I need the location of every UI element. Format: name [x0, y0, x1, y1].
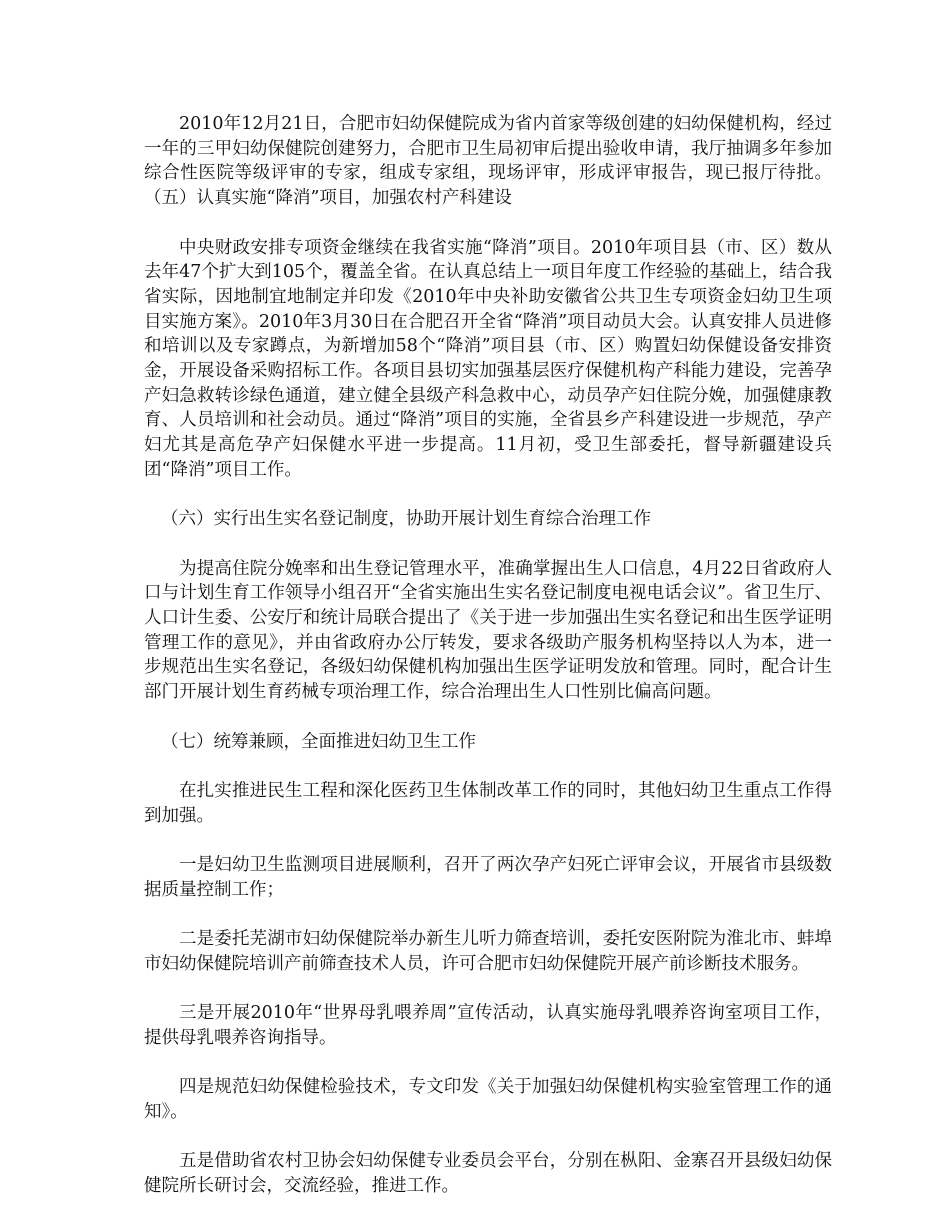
paragraph-jiangxiao-project: 中央财政安排专项资金继续在我省实施“降消”项目。2010年项目县（市、区）数从去年47个扩大到105个，覆盖全省。在认真总结上一项目年度工作经验的基础上，结合我省实际，因地制宜地制定并印发《2010年中央补助安徽省公共卫生专项资金妇幼卫生项目实施方案》。2010年3月30日在合肥召开全省“降消”项目动员大会。认真安排人员进修和培训以及专家蹲点，为新增加58个“降消”项目县（市、区）购置妇幼保健设备安排资金，开展设备采购招标工作。各项目县切实加强基层医疗保健机构产科能力建设，完善孕产妇急救转诊绿色通道，建立健全县级产科急救中心，动员孕产妇住院分娩，加强健康教育、人员培训和社会动员。通过“降消”项目的实施，全省县乡产科建设进一步规范，孕产妇尤其是高危孕产妇保健水平进一步提高。11月初，受卫生部委托，督导新疆建设兵团“降消”项目工作。	[144, 237, 832, 480]
paragraph-overall-progress: 在扎实推进民生工程和深化医药卫生体制改革工作的同时，其他妇幼卫生重点工作得到加强。	[144, 780, 832, 826]
paragraph-item-two: 二是委托芜湖市妇幼保健院举办新生儿听力筛查培训，委托安医附院为淮北市、蚌埠市妇幼保健院培训产前筛查技术人员，许可合肥市妇幼保健院开展产前诊断技术服务。	[144, 929, 832, 974]
document-page	[144, 112, 832, 1223]
paragraph-item-five: 五是借助省农村卫协会妇幼保健专业委员会平台，分别在枞阳、金寨召开县级妇幼保健院所长研讨会，交流经验，推进工作。	[144, 1151, 832, 1197]
paragraph-item-three: 三是开展2010年“世界母乳喂养周”宣传活动，认真实施母乳喂养咨询室项目工作，提供母乳喂养咨询指导。	[144, 1003, 832, 1048]
paragraph-item-one: 一是妇幼卫生监测项目进展顺利，召开了两次孕产妇死亡评审会议，开展省市县级数据质量控制工作；	[144, 855, 832, 900]
paragraph-item-four: 四是规范妇幼保健检验技术，专文印发《关于加强妇幼保健机构实验室管理工作的通知》。	[144, 1077, 832, 1122]
paragraph-birth-registration: 为提高住院分娩率和出生登记管理水平，准确掌握出生人口信息，4月22日省政府人口与计划生育工作领导小组召开“全省实施出生实名登记制度电视电话会议”。省卫生厅、人口计生委、公安厅和统计局联合提出了《关于进一步加强出生实名登记和出生医学证明管理工作的意见》，并由省政府办公厅转发，要求各级助产服务机构坚持以人为本，进一步规范出生实名登记，各级妇幼保健机构加强出生医学证明发放和管理。同时，配合计生部门开展计划生育药械专项治理工作，综合治理出生人口性别比偏高问题。	[144, 558, 832, 703]
paragraph-hefei-hospital-accreditation: 2010年12月21日，合肥市妇幼保健院成为省内首家等级创建的妇幼保健机构，经过一年的三甲妇幼保健院创建努力，合肥市卫生局初审后提出验收申请，我厅抽调多年参加综合性医院等级评审的专家，组成专家组，现场评审，形成评审报告，现已报厅待批。（五）认真实施“降消”项目，加强农村产科建设	[144, 114, 832, 209]
section-heading-six: （六）实行出生实名登记制度，协助开展计划生育综合治理工作	[161, 509, 651, 530]
section-heading-seven: （七）统筹兼顾，全面推进妇幼卫生工作	[161, 731, 476, 752]
